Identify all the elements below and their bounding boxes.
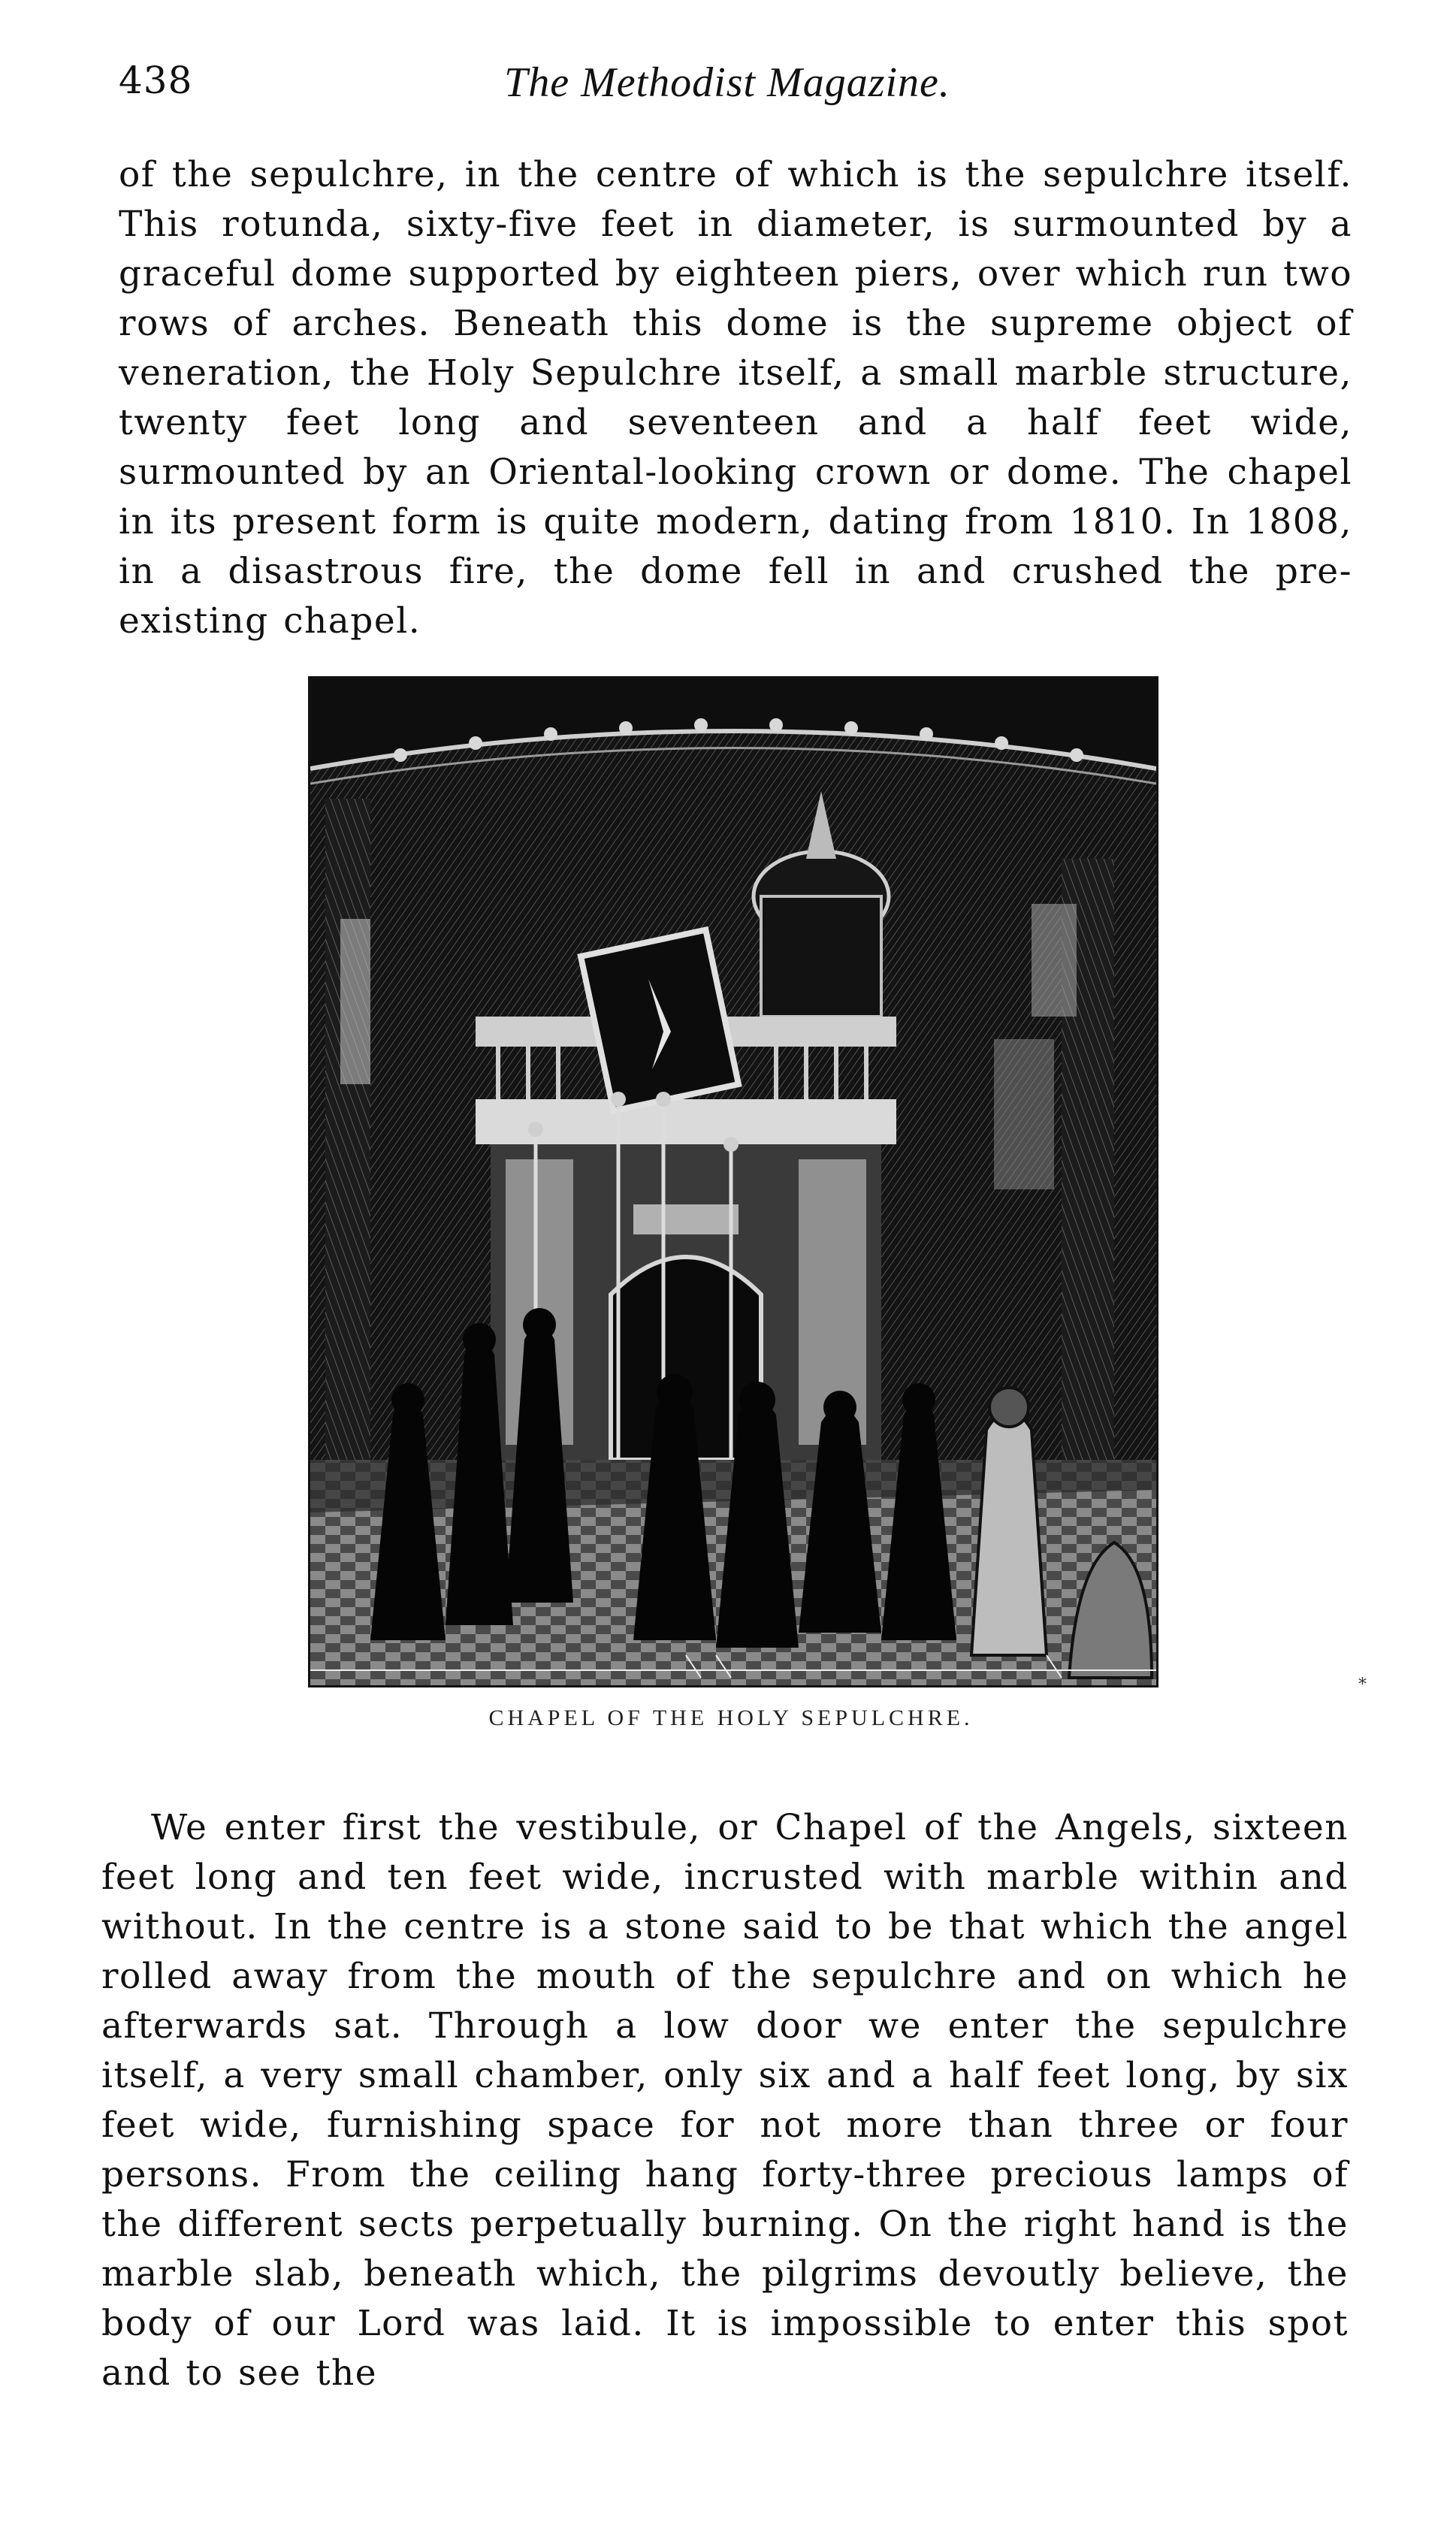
engraving-illustration — [308, 676, 1158, 1687]
running-title: The Methodist Magazine. — [504, 59, 950, 106]
paragraph-top: of the sepulchre, in the centre of which is the sepulchre itself. This rotunda, sixty-five feet in diameter, is surmounted by a graceful dome supported by eighteen piers, over which run two rows of arches. Beneath this dome is the supreme object of veneration, the Holy Sepulchre itself, a small marble structure, twenty feet long and seventeen and a half feet wide, surmounted by an Oriental-looking crown or dome. The chapel in its present form is quite modern, dating from 1810. In 1808, in a disastrous fire, the dome fell in and crushed the pre-existing chapel. — [119, 154, 1352, 642]
engraving-drawing — [310, 678, 1156, 1685]
figure-caption: CHAPEL OF THE HOLY SEPULCHRE. — [488, 1706, 974, 1730]
page-number: 438 — [119, 59, 193, 102]
stray-mark: * — [1358, 1675, 1367, 1694]
paragraph-bottom: We enter first the vestibule, or Chapel of the Angels, sixteen feet long and ten feet wide, incrusted with marble within and without. In the centre is a stone said to be that which the angel rolled away from the mouth of the sepulchre and on which he afterwards sat. Through a low door we enter the sepulchre itself, a very small chamber, only six and a half feet long, by six feet wide, furnishing space for not more than three or four persons. From the ceiling hang forty-three precious lamps of the different sects perpetually burning. On the right hand is the marble slab, beneath which, the pilgrims devoutly believe, the body of our Lord was laid. It is impossible to enter this spot and to see the — [101, 1807, 1349, 2394]
page-header — [119, 59, 1336, 111]
